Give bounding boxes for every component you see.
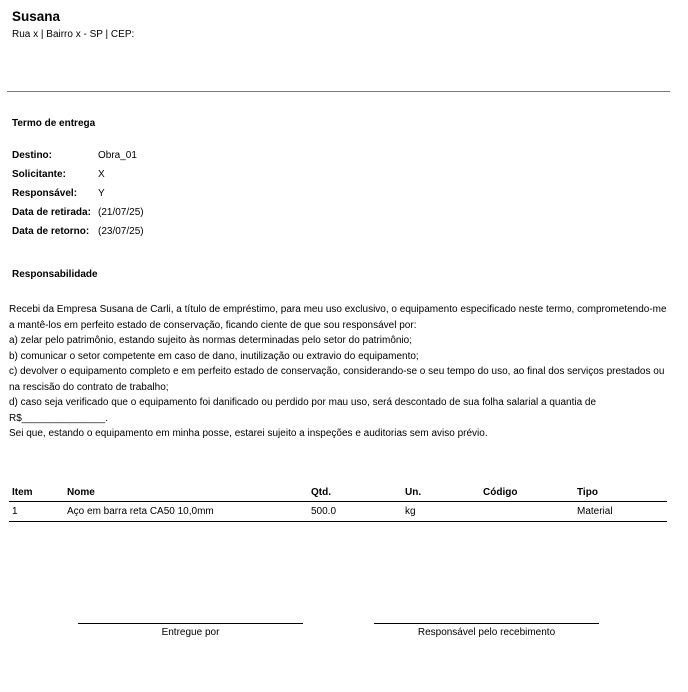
cell-name: Aço em barra reta CA50 10,0mm [64,502,308,522]
column-header-name: Nome [64,484,308,502]
pickup-date-label: Data de retirada: [12,207,91,218]
table-header-row [9,484,667,502]
return-date-value: (23/07/25) [98,226,144,237]
delivered-by-signature-line [78,623,303,624]
column-header-type: Tipo [574,484,667,502]
requester-label: Solicitante: [12,169,66,180]
document-title: Termo de entrega [12,118,96,129]
cell-code [480,502,574,522]
company-name: Susana [12,9,61,24]
receiver-signature-line [374,623,599,624]
pickup-date-value: (21/07/25) [98,207,144,218]
receiver-label: Responsável pelo recebimento [417,627,556,638]
requester-value: X [98,169,105,180]
items-table [9,484,667,522]
responsibility-title: Responsabilidade [12,269,98,280]
cell-item: 1 [9,502,64,522]
cell-quantity: 500.0 [308,502,402,522]
return-date-label: Data de retorno: [12,226,90,237]
destination-value: Obra_01 [98,150,137,161]
column-header-code: Código [480,484,574,502]
header-divider [7,91,670,92]
destination-label: Destino: [12,150,52,161]
company-address: Rua x | Bairro x - SP | CEP: [12,29,135,40]
column-header-quantity: Qtd. [308,484,402,502]
responsible-value: Y [98,188,105,199]
column-header-item: Item [9,484,64,502]
column-header-unit: Un. [402,484,480,502]
responsible-label: Responsável: [12,188,78,199]
cell-type: Material [574,502,667,522]
responsibility-text: Recebi da Empresa Susana de Carli, a título de empréstimo, para meu uso exclusivo, o equipamento especificado neste termo, comprometendo-me a mantê-los em perfeito estado de conservação, ficando ciente de que sou responsável por: a) zelar pelo patrimônio, estando sujeito às normas determinadas pelo setor do patrimônio; b) comunicar o setor competente em caso de dano, inutilização ou extravio do equipamento; c) devolver o equipamento completo e em perfeito estado de conservação, considerando-se o seu tempo do uso, ao final dos serviços prestados ou na rescisão do contrato de trabalho; d) caso seja verificado que o equipamento foi danificado ou perdido por mau uso, será descontado de sua folha salarial a quantia de R$_______________. Sei que, estando o equipamento em minha posse, estarei sujeito a inspeções e auditorias sem aviso prévio. [9,304,667,439]
table-row [9,502,667,522]
delivered-by-label: Entregue por [161,627,220,638]
cell-unit: kg [402,502,480,522]
